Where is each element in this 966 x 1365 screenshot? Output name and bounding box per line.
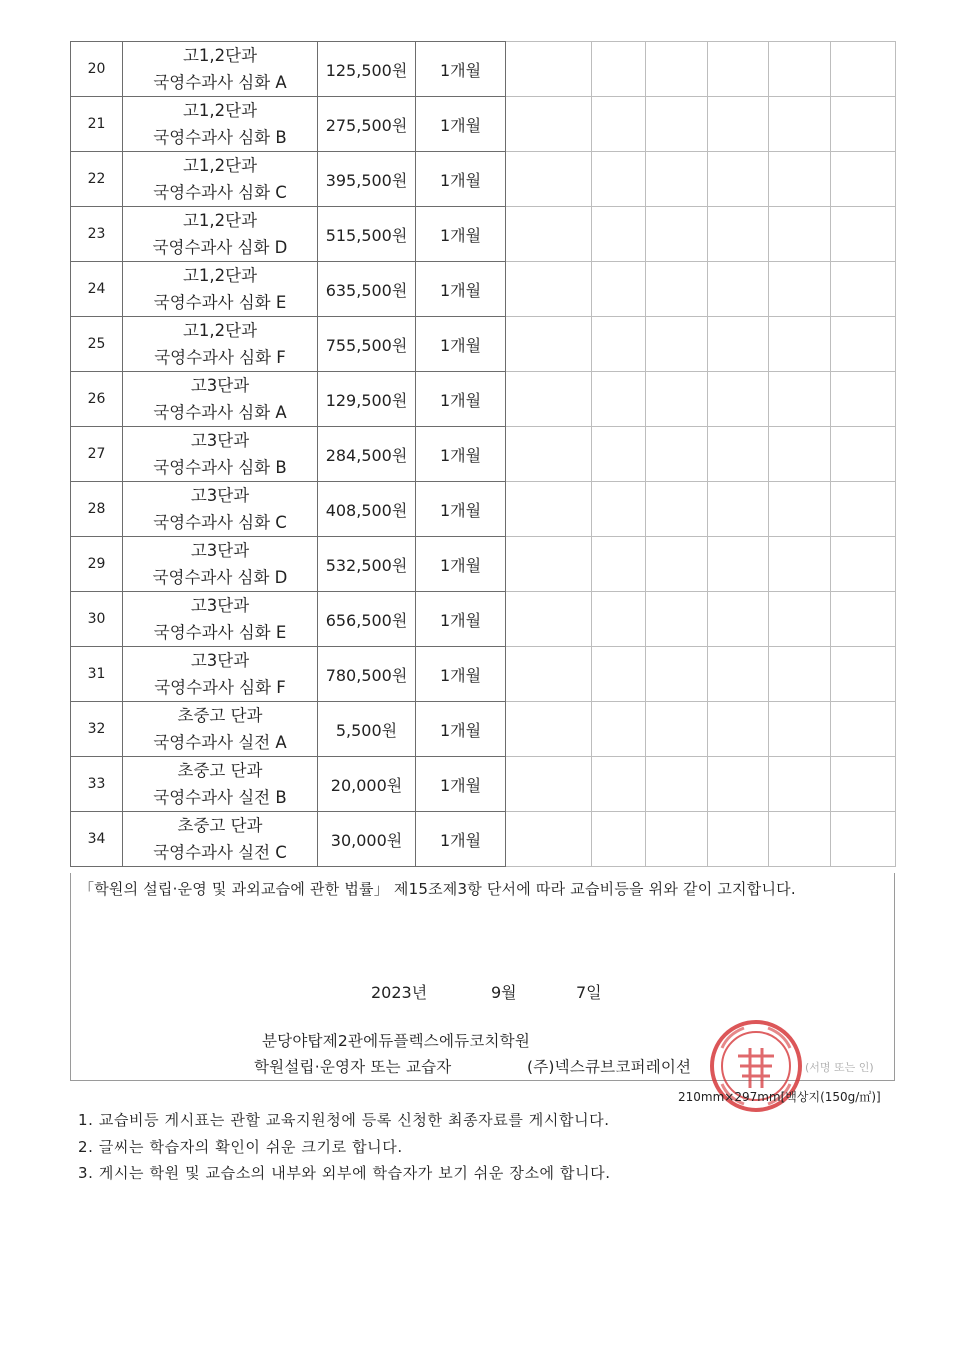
course-subjects: 국영수과사 심화 F <box>154 348 286 367</box>
footnote-item: 2. 글씨는 학습자의 확인이 쉬운 크기로 합니다. <box>78 1137 403 1156</box>
row-number: 23 <box>71 207 123 262</box>
empty-cell <box>646 207 708 262</box>
tuition-fee: 408,500원 <box>318 482 416 537</box>
empty-cell <box>646 647 708 702</box>
empty-cell <box>506 702 592 757</box>
empty-cell <box>592 152 646 207</box>
empty-cell <box>769 207 831 262</box>
empty-cell <box>646 537 708 592</box>
study-period: 1개월 <box>416 592 506 647</box>
empty-cell <box>769 592 831 647</box>
empty-cell <box>646 262 708 317</box>
row-number: 29 <box>71 537 123 592</box>
notice-day: 7일 <box>576 983 602 1002</box>
course-level: 초중고 단과 <box>177 816 263 835</box>
tuition-fee: 20,000원 <box>318 757 416 812</box>
study-period: 1개월 <box>416 647 506 702</box>
course-level: 고3단과 <box>190 651 250 670</box>
empty-cell <box>592 42 646 97</box>
table-row <box>71 262 896 317</box>
course-level: 고3단과 <box>190 431 250 450</box>
empty-cell <box>592 702 646 757</box>
empty-cell <box>708 592 769 647</box>
empty-cell <box>831 42 896 97</box>
tuition-fee: 395,500원 <box>318 152 416 207</box>
tuition-fee: 125,500원 <box>318 42 416 97</box>
study-period: 1개월 <box>416 317 506 372</box>
course-level: 고1,2단과 <box>182 266 258 285</box>
seal-caption: (서명 또는 인) <box>805 1061 874 1074</box>
academy-name: 분당야탑제2관에듀플렉스에듀코치학원 <box>262 1032 531 1050</box>
empty-cell <box>592 317 646 372</box>
course-subjects: 국영수과사 심화 C <box>153 183 287 202</box>
tuition-fee: 129,500원 <box>318 372 416 427</box>
tuition-fee: 635,500원 <box>318 262 416 317</box>
study-period: 1개월 <box>416 207 506 262</box>
empty-cell <box>708 97 769 152</box>
empty-cell <box>506 262 592 317</box>
empty-cell <box>506 317 592 372</box>
empty-cell <box>592 647 646 702</box>
course-subjects: 국영수과사 심화 F <box>154 678 286 697</box>
operator-label: 학원설립·운영자 또는 교습자 <box>254 1058 452 1076</box>
empty-cell <box>831 97 896 152</box>
course-level: 초중고 단과 <box>177 761 263 780</box>
course-name <box>123 482 318 537</box>
row-number: 32 <box>71 702 123 757</box>
course-name <box>123 262 318 317</box>
tuition-fee: 755,500원 <box>318 317 416 372</box>
empty-cell <box>506 647 592 702</box>
course-subjects: 국영수과사 실전 C <box>153 843 287 862</box>
empty-cell <box>831 812 896 867</box>
empty-cell <box>646 152 708 207</box>
table-row <box>71 207 896 262</box>
study-period: 1개월 <box>416 262 506 317</box>
course-name <box>123 317 318 372</box>
empty-cell <box>769 372 831 427</box>
course-name <box>123 152 318 207</box>
empty-cell <box>646 592 708 647</box>
empty-cell <box>646 42 708 97</box>
empty-cell <box>708 812 769 867</box>
tuition-fee: 5,500원 <box>318 702 416 757</box>
empty-cell <box>708 42 769 97</box>
empty-cell <box>831 592 896 647</box>
course-name <box>123 702 318 757</box>
course-level: 고3단과 <box>190 376 250 395</box>
empty-cell <box>708 537 769 592</box>
course-name <box>123 812 318 867</box>
paper-spec: 210mm×297mm[백상지(150g/㎡)] <box>678 1090 881 1104</box>
table-row <box>71 42 896 97</box>
course-name <box>123 592 318 647</box>
empty-cell <box>769 647 831 702</box>
empty-cell <box>708 317 769 372</box>
course-name <box>123 372 318 427</box>
empty-cell <box>506 42 592 97</box>
tuition-fee: 284,500원 <box>318 427 416 482</box>
course-subjects: 국영수과사 심화 B <box>153 128 287 147</box>
study-period: 1개월 <box>416 97 506 152</box>
empty-cell <box>769 537 831 592</box>
empty-cell <box>769 427 831 482</box>
study-period: 1개월 <box>416 42 506 97</box>
empty-cell <box>646 427 708 482</box>
empty-cell <box>506 207 592 262</box>
empty-cell <box>831 317 896 372</box>
notice-year: 2023년 <box>371 983 428 1002</box>
tuition-fee: 30,000원 <box>318 812 416 867</box>
empty-cell <box>506 592 592 647</box>
course-level: 초중고 단과 <box>177 706 263 725</box>
empty-cell <box>708 482 769 537</box>
empty-cell <box>646 372 708 427</box>
course-subjects: 국영수과사 심화 C <box>153 513 287 532</box>
empty-cell <box>592 592 646 647</box>
course-subjects: 국영수과사 실전 A <box>153 733 287 752</box>
empty-cell <box>831 702 896 757</box>
row-number: 22 <box>71 152 123 207</box>
footnotes <box>78 1107 611 1187</box>
study-period: 1개월 <box>416 812 506 867</box>
empty-cell <box>646 482 708 537</box>
study-period: 1개월 <box>416 702 506 757</box>
course-level: 고1,2단과 <box>182 101 258 120</box>
empty-cell <box>831 152 896 207</box>
empty-cell <box>708 152 769 207</box>
empty-cell <box>646 97 708 152</box>
empty-cell <box>769 42 831 97</box>
empty-cell <box>592 757 646 812</box>
course-subjects: 국영수과사 심화 E <box>153 623 287 642</box>
tuition-fee: 515,500원 <box>318 207 416 262</box>
row-number: 26 <box>71 372 123 427</box>
study-period: 1개월 <box>416 757 506 812</box>
study-period: 1개월 <box>416 427 506 482</box>
table-row <box>71 812 896 867</box>
notice-month: 9월 <box>491 983 517 1002</box>
table-row <box>71 537 896 592</box>
empty-cell <box>769 152 831 207</box>
empty-cell <box>646 757 708 812</box>
course-name <box>123 97 318 152</box>
empty-cell <box>831 482 896 537</box>
empty-cell <box>592 812 646 867</box>
empty-cell <box>708 262 769 317</box>
table-row <box>71 702 896 757</box>
table-row <box>71 592 896 647</box>
course-name <box>123 427 318 482</box>
empty-cell <box>831 757 896 812</box>
empty-cell <box>506 372 592 427</box>
row-number: 33 <box>71 757 123 812</box>
row-number: 27 <box>71 427 123 482</box>
empty-cell <box>769 317 831 372</box>
empty-cell <box>831 262 896 317</box>
row-number: 20 <box>71 42 123 97</box>
empty-cell <box>769 812 831 867</box>
tuition-fee: 656,500원 <box>318 592 416 647</box>
empty-cell <box>831 647 896 702</box>
course-subjects: 국영수과사 심화 D <box>152 238 288 257</box>
empty-cell <box>592 207 646 262</box>
tuition-fee: 780,500원 <box>318 647 416 702</box>
operator-name: (주)넥스큐브코퍼레이션 <box>527 1058 692 1076</box>
empty-cell <box>646 812 708 867</box>
empty-cell <box>506 482 592 537</box>
empty-cell <box>592 262 646 317</box>
row-number: 31 <box>71 647 123 702</box>
course-level: 고1,2단과 <box>182 46 258 65</box>
course-level: 고1,2단과 <box>182 211 258 230</box>
table-row <box>71 482 896 537</box>
empty-cell <box>769 262 831 317</box>
empty-cell <box>592 97 646 152</box>
course-level: 고3단과 <box>190 541 250 560</box>
course-subjects: 국영수과사 실전 B <box>153 788 287 807</box>
row-number: 34 <box>71 812 123 867</box>
empty-cell <box>592 372 646 427</box>
course-level: 고1,2단과 <box>182 156 258 175</box>
empty-cell <box>708 647 769 702</box>
table-row <box>71 317 896 372</box>
empty-cell <box>831 537 896 592</box>
course-subjects: 국영수과사 심화 A <box>153 73 287 92</box>
table-row <box>71 647 896 702</box>
row-number: 30 <box>71 592 123 647</box>
course-level: 고3단과 <box>190 486 250 505</box>
empty-cell <box>506 427 592 482</box>
row-number: 24 <box>71 262 123 317</box>
empty-cell <box>769 97 831 152</box>
course-name <box>123 42 318 97</box>
study-period: 1개월 <box>416 482 506 537</box>
empty-cell <box>831 372 896 427</box>
empty-cell <box>769 757 831 812</box>
empty-cell <box>646 317 708 372</box>
course-subjects: 국영수과사 심화 D <box>152 568 288 587</box>
empty-cell <box>708 372 769 427</box>
empty-cell <box>831 207 896 262</box>
footnote-item: 1. 교습비등 게시표는 관할 교육지원청에 등록 신청한 최종자료를 게시합니다. <box>78 1111 610 1129</box>
empty-cell <box>506 537 592 592</box>
study-period: 1개월 <box>416 537 506 592</box>
course-subjects: 국영수과사 심화 A <box>153 403 287 422</box>
row-number: 21 <box>71 97 123 152</box>
empty-cell <box>506 812 592 867</box>
course-name <box>123 207 318 262</box>
course-name <box>123 647 318 702</box>
tuition-fee: 532,500원 <box>318 537 416 592</box>
course-level: 고1,2단과 <box>182 321 258 340</box>
study-period: 1개월 <box>416 152 506 207</box>
empty-cell <box>708 702 769 757</box>
study-period: 1개월 <box>416 372 506 427</box>
course-name <box>123 537 318 592</box>
tuition-fee: 275,500원 <box>318 97 416 152</box>
empty-cell <box>506 757 592 812</box>
empty-cell <box>708 427 769 482</box>
tuition-fee-table <box>70 41 896 867</box>
course-subjects: 국영수과사 심화 E <box>153 293 287 312</box>
table-row <box>71 757 896 812</box>
course-level: 고3단과 <box>190 596 250 615</box>
course-subjects: 국영수과사 심화 B <box>153 458 287 477</box>
table-row <box>71 97 896 152</box>
footnote-item: 3. 게시는 학원 및 교습소의 내부와 외부에 학습자가 보기 쉬운 장소에 합니다. <box>78 1164 611 1182</box>
legal-notice-text: 「학원의 설립·운영 및 과외교습에 관한 법률」 제15조제3항 단서에 따라 교습비등을 위와 같이 고지합니다. <box>79 880 796 898</box>
course-name <box>123 757 318 812</box>
empty-cell <box>769 702 831 757</box>
row-number: 25 <box>71 317 123 372</box>
empty-cell <box>506 152 592 207</box>
row-number: 28 <box>71 482 123 537</box>
empty-cell <box>646 702 708 757</box>
table-row <box>71 372 896 427</box>
empty-cell <box>708 207 769 262</box>
empty-cell <box>769 482 831 537</box>
empty-cell <box>506 97 592 152</box>
empty-cell <box>592 482 646 537</box>
empty-cell <box>592 427 646 482</box>
empty-cell <box>708 757 769 812</box>
table-row <box>71 427 896 482</box>
empty-cell <box>831 427 896 482</box>
table-row <box>71 152 896 207</box>
empty-cell <box>592 537 646 592</box>
